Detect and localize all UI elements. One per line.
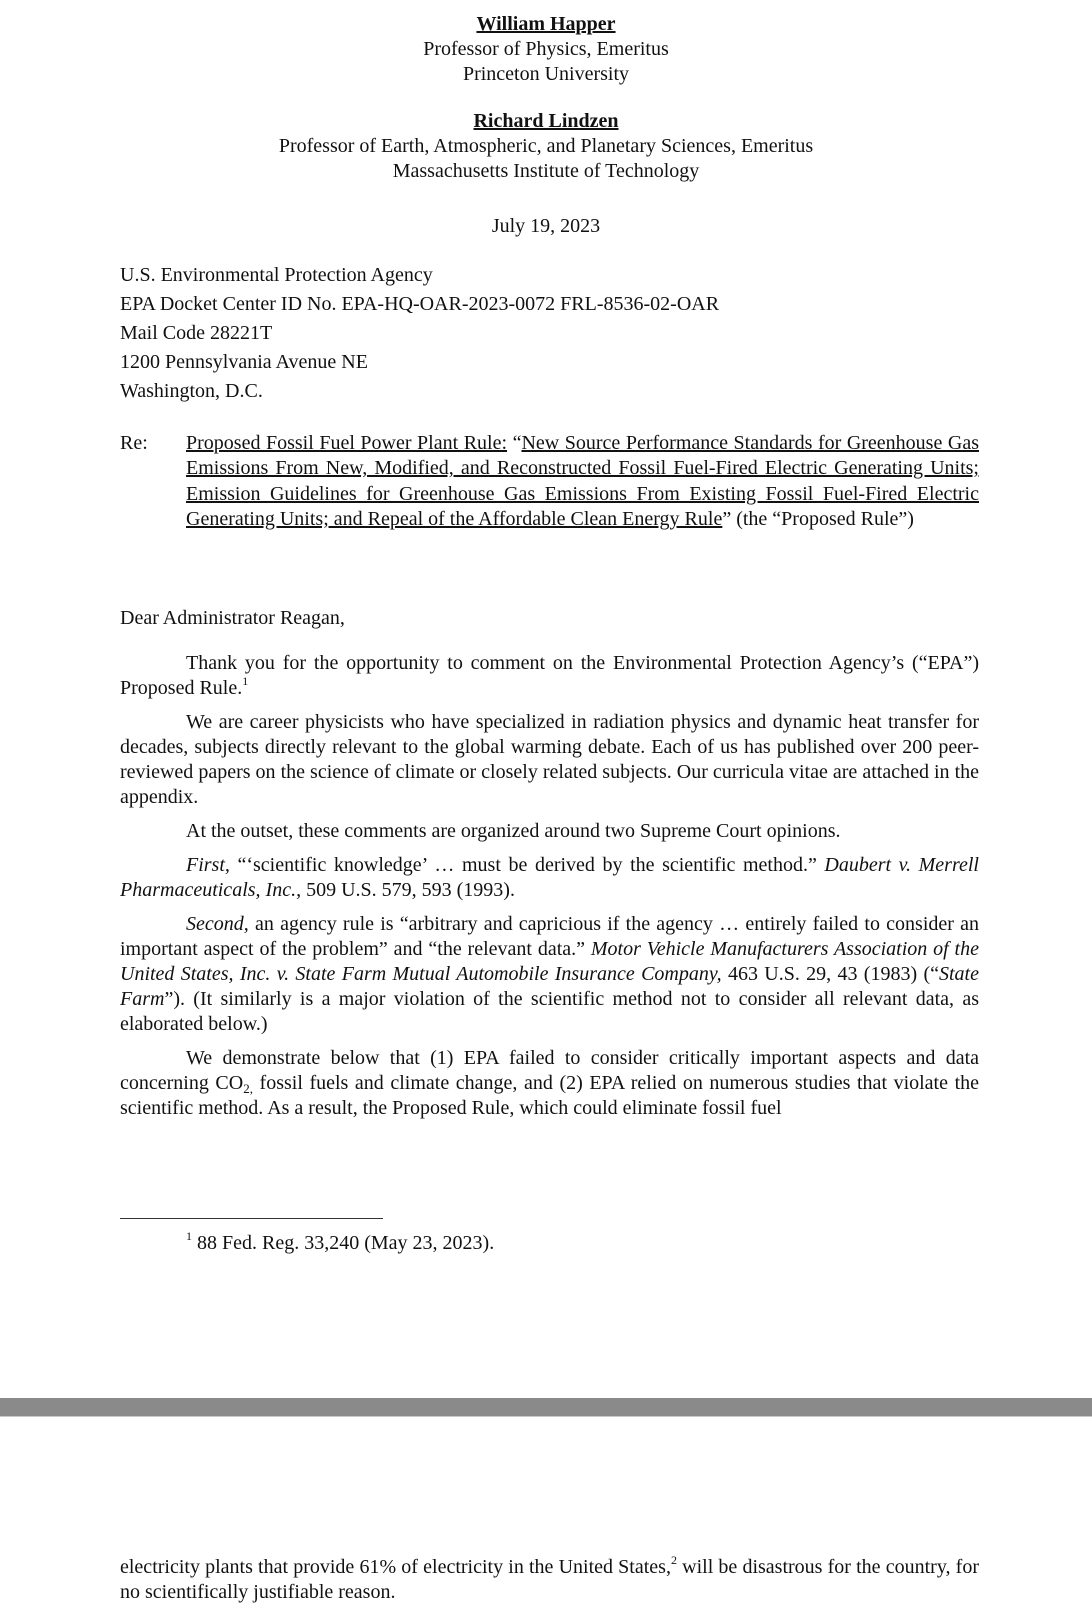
case-name-state-farm: Motor Vehicle Manufacturers Association of the United States, Inc. v. State Farm Mutual Automobile Insurance Company, xyxy=(120,938,979,985)
author-affiliation-lindzen: Massachusetts Institute of Technology xyxy=(392,160,700,182)
paragraph-text: an agency rule is “arbitrary and capricious if the agency … entirely failed to consider an important aspect of the problem” and “the relevant data.” xyxy=(120,913,979,960)
paragraph: We are career physicists who have specialized in radiation physics and dynamic heat transfer for decades, subjects directly relevant to the global warming debate. Each of us has published over 200 peer-reviewed papers on the science of climate or closely related subjects. Our curricula vitae are attached in the appendix. xyxy=(120,711,979,808)
footnote-ref-2: 2 xyxy=(670,1553,677,1567)
emphasis-first: First, xyxy=(186,854,230,876)
paragraph-text: We demonstrate below that (1) EPA failed to consider critically important aspects and data concerning CO xyxy=(120,1047,979,1094)
footnote-ref-1: 1 xyxy=(242,674,249,688)
paragraph-text: electricity plants that provide 61% of electricity in the United States, xyxy=(120,1556,671,1578)
paragraph-text: ”). (It similarly is a major violation of the scientific method not to consider all relevant data, as elaborated below.) xyxy=(120,988,979,1035)
author-title-lindzen: Professor of Earth, Atmospheric, and Planetary Sciences, Emeritus xyxy=(278,135,814,157)
short-name-state-farm: State Farm xyxy=(120,963,979,1010)
re-label: Re: xyxy=(120,432,148,454)
letter-page-2 xyxy=(0,1417,1092,1612)
subscript: 2, xyxy=(243,1081,253,1096)
paragraph xyxy=(120,912,979,1037)
letter-date: July 19, 2023 xyxy=(491,215,601,237)
salutation: Dear Administrator Reagan, xyxy=(120,607,345,629)
citation: 463 U.S. 29, 43 (1983) (“ xyxy=(721,963,939,985)
author-block-happer xyxy=(0,12,1092,87)
footnote-text: 88 Fed. Reg. 33,240 (May 23, 2023). xyxy=(192,1232,495,1254)
rule-title: New Source Performance Standards for Greenhouse Gas Emissions From New, Modified, and Reconstructed Fossil Fuel-Fired Electric Generating Units; Emission Guidelines for Greenhouse Gas Emissions From Existing Fossil Fuel-Fired Electric Generating Units; and Repeal of the Affordable Clean Energy Rule xyxy=(186,432,979,531)
page-separator xyxy=(0,1398,1092,1417)
footnote-1 xyxy=(186,1231,494,1256)
emphasis-second: Second, xyxy=(186,913,249,935)
address-line: Mail Code 28221T xyxy=(120,322,273,344)
author-affiliation-happer: Princeton University xyxy=(462,63,630,85)
address-line: U.S. Environmental Protection Agency xyxy=(120,264,433,286)
paragraph xyxy=(120,853,979,903)
re-subject xyxy=(186,431,979,533)
paragraph xyxy=(120,651,979,701)
address-line: 1200 Pennsylvania Avenue NE xyxy=(120,351,368,373)
rule-name: Proposed Fossil Fuel Power Plant Rule: xyxy=(186,432,508,454)
footnote-divider xyxy=(120,1218,383,1219)
case-name-daubert: Daubert v. Merrell Pharmaceuticals, Inc., xyxy=(120,854,979,901)
paragraph-text: fossil fuels and climate change, and (2) EPA relied on numerous studies that violate the scientific method. As a result, the Proposed Rule, which could eliminate fossil fuel xyxy=(120,1072,979,1119)
author-block-lindzen xyxy=(0,109,1092,184)
citation: 509 U.S. 579, 593 (1993). xyxy=(301,879,515,901)
paragraph: At the outset, these comments are organized around two Supreme Court opinions. xyxy=(186,820,841,842)
paragraph-text: will be disastrous for the country, for no scientifically justifiable reason. xyxy=(120,1556,980,1603)
recipient-address xyxy=(120,261,719,406)
letter-body xyxy=(120,651,979,1130)
address-line: Washington, D.C. xyxy=(120,380,263,402)
author-title-happer: Professor of Physics, Emeritus xyxy=(423,38,669,60)
author-name-happer: William Happer xyxy=(476,13,616,35)
paragraph-text: “‘scientific knowledge’ … must be derived by the scientific method.” xyxy=(229,854,825,876)
footnote-mark: 1 xyxy=(186,1229,192,1243)
paragraph-text: Thank you for the opportunity to comment on the Environmental Protection Agency’s (“EPA”) Proposed Rule. xyxy=(120,652,979,699)
address-line: EPA Docket Center ID No. EPA-HQ-OAR-2023-0072 FRL-8536-02-OAR xyxy=(120,293,720,315)
author-name-lindzen: Richard Lindzen xyxy=(473,110,619,132)
continued-paragraph xyxy=(120,1555,979,1605)
open-quote: “ xyxy=(507,432,522,454)
paragraph xyxy=(120,1046,979,1121)
re-suffix: ” (the “Proposed Rule”) xyxy=(722,508,914,531)
